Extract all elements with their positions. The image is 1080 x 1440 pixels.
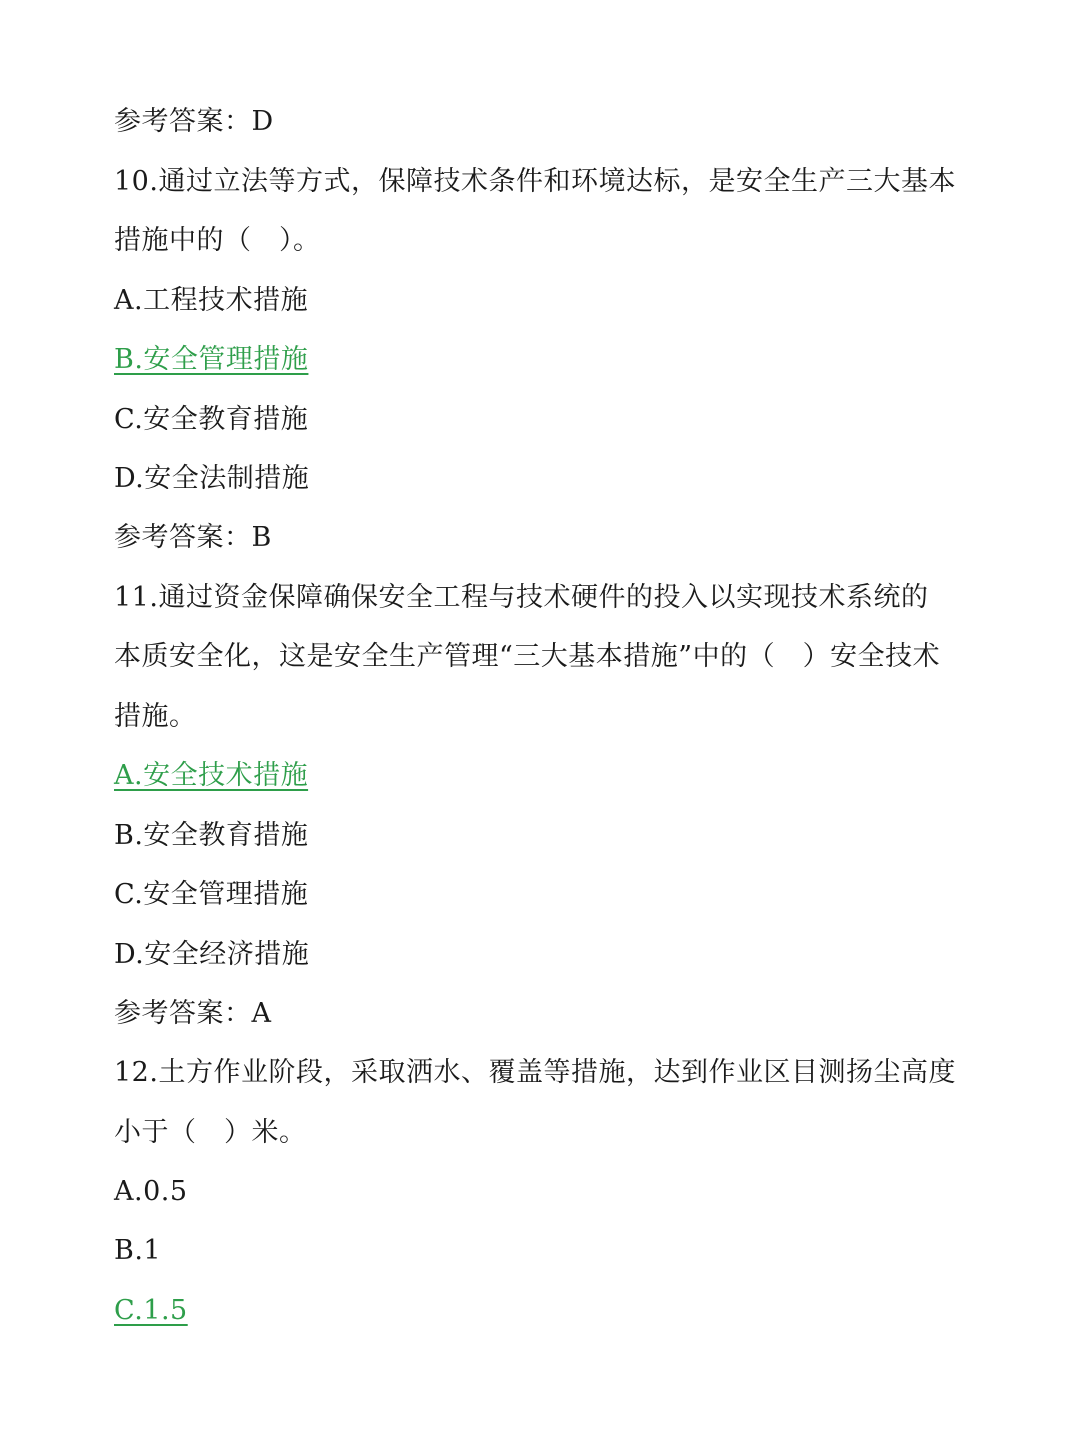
q10-option-b-correct: B.安全管理措施 <box>114 344 309 375</box>
question-11-text: 11.通过资金保障确保安全工程与技术硬件的投入以实现技术系统的 <box>114 582 929 613</box>
question-10-text-cont: 措施中的（ ）。 <box>114 225 321 256</box>
q11-option-a-correct: A.安全技术措施 <box>114 760 309 791</box>
question-12-text: 12.土方作业阶段，采取洒水、覆盖等措施，达到作业区目测扬尘高度 <box>114 1057 956 1088</box>
answer-line-q10: 参考答案：B <box>114 522 272 553</box>
q10-option-d: D.安全法制措施 <box>114 463 310 494</box>
question-12-text-cont: 小于（ ）米。 <box>114 1117 307 1148</box>
q11-option-d: D.安全经济措施 <box>114 939 310 970</box>
q10-option-a: A.工程技术措施 <box>114 285 309 316</box>
q12-option-c-correct: C.1.5 <box>114 1295 188 1326</box>
question-10-text: 10.通过立法等方式，保障技术条件和环境达标，是安全生产三大基本 <box>114 166 956 197</box>
q10-option-c: C.安全教育措施 <box>114 404 309 435</box>
answer-line-q9: 参考答案：D <box>114 106 274 137</box>
q11-option-b: B.安全教育措施 <box>114 820 309 851</box>
q12-option-a: A.0.5 <box>114 1176 188 1207</box>
q12-option-b: B.1 <box>114 1235 162 1266</box>
question-11-text-end: 措施。 <box>114 701 197 732</box>
answer-line-q11: 参考答案：A <box>114 998 272 1029</box>
question-11-text-cont: 本质安全化，这是安全生产管理“三大基本措施”中的（ ）安全技术 <box>114 641 941 672</box>
q11-option-c: C.安全管理措施 <box>114 879 309 910</box>
